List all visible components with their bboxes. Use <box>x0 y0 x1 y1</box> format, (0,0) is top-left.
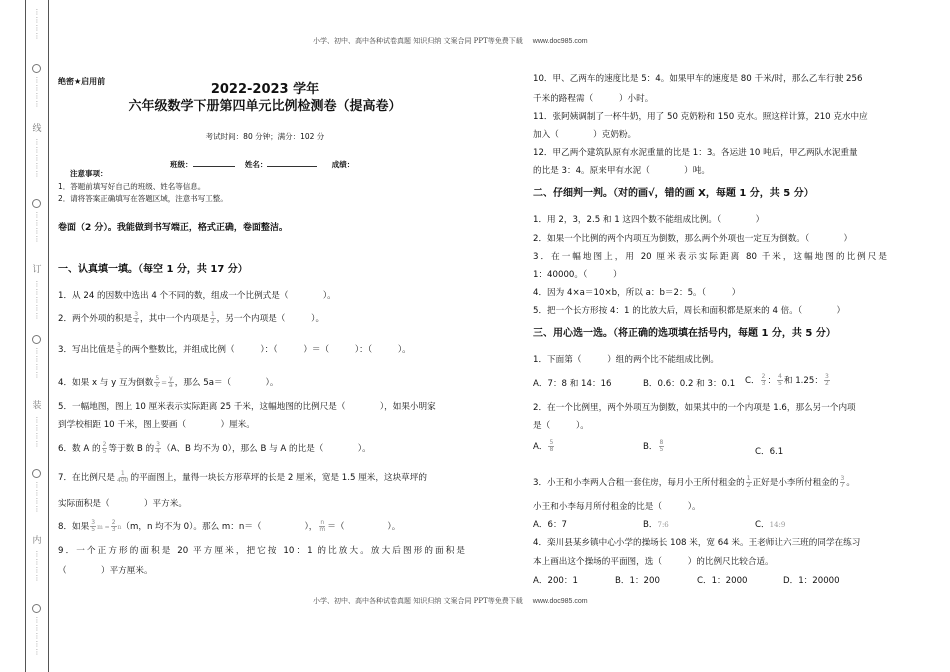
fraction <box>168 376 174 389</box>
binding-dots: ⋮ ⋮ ⋮ ⋮ ⋮ <box>33 616 41 656</box>
binding-circle <box>32 469 41 478</box>
fraction <box>548 440 554 453</box>
binding-dots: ⋮ ⋮ ⋮ ⋮ <box>33 8 41 40</box>
numerator: 3 <box>117 342 121 349</box>
fraction <box>840 476 846 489</box>
s1-question-10-line1: 10．甲、乙两车的速度比是 5：4。如果甲车的速度是 80 千米/时，那么乙车行驶 256 <box>533 74 863 84</box>
s3-question-2-line1: 2．在一个比例里，两个外项互为倒数，如果其中的一个内项是 1.6，那么另一个内项 <box>533 403 856 413</box>
q-text: 的平面图上，量得一块长方形草坪的长是 2 厘米，宽是 1.5 厘米，这块草坪的 <box>130 473 427 483</box>
s1-question-12-line1: 12．甲乙两个建筑队原有水泥重量的比是 1：3。各运进 10 吨后，甲乙两队水泥重量 <box>533 148 858 158</box>
exam-info: 考试时间：80 分钟；满分：102 分 <box>205 132 325 141</box>
q-text: 3．在一幅地图上，用 20 厘米表示实际距离 80 千米，这幅地图的比例尺是 <box>533 252 887 262</box>
s2-question-4: 4．因为 4×a＝10×b，所以 a：b＝2：5。（ ） <box>533 288 741 298</box>
q-text: 2．两个外项的积是 <box>58 314 133 324</box>
s1-question-8 <box>58 520 400 534</box>
s2-question-2: 2．如果一个比例的两个内项互为倒数，那么两个外项也一定互为倒数。（ ） <box>533 234 853 244</box>
section2-title: 二、仔细判一判。（对的画√，错的画 X，每题 1 分，共 5 分） <box>533 188 814 199</box>
numerator: y <box>169 375 173 382</box>
numerator: 3 <box>824 373 829 380</box>
numerator: n <box>320 519 325 526</box>
footer-watermark <box>313 596 588 606</box>
s1-question-12-line2: 的比是 3：4。原来甲有水泥（ ）吨。 <box>533 166 710 176</box>
q-text: 3．小王和小李两人合租一套住房，每月小王所付租金的 <box>533 478 745 488</box>
s3-q4-option-a: A．200：1 <box>533 576 578 586</box>
s1-question-11-line1: 11．张阿姨调制了一杯牛奶，用了 50 克奶粉和 150 克水。照这样计算，210 克水中应 <box>533 112 868 122</box>
watermark-text: 小学、初中、高中各种试卷真题 知识归纳 文案合同 PPT等免费下载 <box>313 37 523 45</box>
s2-question-5: 5．把一个长方形按 4：1 的比放大后，周长和面积都是原来的 4 倍。（ ） <box>533 306 846 316</box>
q-text: 6．数 A 的 <box>58 444 101 454</box>
binding-mark-inner: 内 <box>32 536 42 546</box>
s3-question-2-line2: 是（ ）。 <box>533 421 589 431</box>
s3-q3-option-b <box>643 519 669 531</box>
s3-q4-option-c: C．1：2000 <box>697 576 748 586</box>
page-title: 六年级数学下册第四单元比例检测卷（提高卷） <box>128 99 402 114</box>
numerator: 3 <box>156 441 160 448</box>
binding-mark-bind: 订 <box>32 265 42 275</box>
s1-question-7-line1 <box>58 471 427 484</box>
option-label: C． <box>755 520 770 530</box>
option-text: 和 1.25： <box>783 376 823 386</box>
fraction <box>154 376 160 389</box>
q-text: 4．如果 x 与 y 互为倒数 <box>58 378 154 388</box>
s1-question-2 <box>58 312 324 325</box>
option-label: B． <box>643 520 658 530</box>
s2-question-1: 1．用 2，3，2.5 和 1 这四个数不能组成比例。（ ） <box>533 215 765 225</box>
section1-title: 一、认真填一填。（每空 1 分，共 17 分） <box>58 264 248 275</box>
s3-q1-option-b: B．0.6：0.2 和 3：0.1 <box>643 379 736 389</box>
denominator: 5 <box>91 526 96 533</box>
denominator: 4 <box>134 318 139 325</box>
binding-circle <box>32 64 41 73</box>
binding-margin <box>0 0 50 672</box>
s1-question-11-line2: 加入（ ）克奶粉。 <box>533 130 637 140</box>
s1-question-5-line2: 到学校相距 10 千米，图上要画（ ）厘米。 <box>58 420 255 430</box>
option-value: 14:9 <box>769 521 786 529</box>
numerator: 1 <box>746 475 751 482</box>
binding-dots: ⋮ ⋮ ⋮ ⋮ <box>33 481 41 513</box>
class-field[interactable] <box>193 157 235 167</box>
header-watermark <box>313 36 588 46</box>
q-text: 等于数 B 的 <box>108 444 155 454</box>
denominator: x <box>155 382 160 389</box>
s3-q1-option-c <box>745 374 831 387</box>
s3-q2-option-c: C．6.1 <box>755 447 784 457</box>
section3-title: 三、用心选一选。（将正确的选项填在括号内，每题 1 分，共 5 分） <box>533 328 836 339</box>
s2-question-3-line2: 1：40000。（ ） <box>533 270 622 280</box>
notes-title: 注意事项： <box>70 169 108 178</box>
binding-mark-pack: 装 <box>32 401 42 411</box>
numerator: 2 <box>761 373 766 380</box>
fraction <box>318 520 326 533</box>
numerator: 3 <box>134 311 139 318</box>
score-label: 成绩： <box>331 160 355 169</box>
numerator: 4 <box>778 373 782 380</box>
numerator: 1 <box>120 470 125 477</box>
option-label: B． <box>643 442 658 452</box>
s1-question-9-line1 <box>58 545 465 557</box>
denominator: 5 <box>659 446 664 453</box>
s3-question-1: 1．下面第（ ）组的两个比不能组成比例。 <box>533 355 719 365</box>
q-text: 9．一个正方形的面积是 20 平方厘米，把它按 10：1 的比放大。放大后图形的面积是 <box>58 546 465 556</box>
fraction <box>111 520 117 533</box>
binding-dots: ⋮ ⋮ ⋮ ⋮ <box>33 76 41 108</box>
q-text: （A、B 均不为 0），那么 B 与 A 的比是（ ）。 <box>161 444 371 454</box>
var-m: m = <box>97 524 110 531</box>
neatness-statement: 卷面（2 分）。我能做到书写端正，格式正确，卷面整洁。 <box>58 223 288 233</box>
denominator: 3 <box>111 526 116 533</box>
s3-q1-option-a: A．7：8 和 14：16 <box>533 379 612 389</box>
s1-question-6 <box>58 442 371 455</box>
numerator: 3 <box>91 519 96 526</box>
confidential-label: 绝密★启用前 <box>58 77 106 86</box>
note-item: 1．答题前填写好自己的班级、姓名等信息。 <box>58 182 206 191</box>
q-text: ＝（ ）。 <box>327 522 401 532</box>
s2-question-3-line1 <box>533 251 887 263</box>
option-label: A． <box>533 442 548 452</box>
denominator: 8 <box>549 446 554 453</box>
s1-question-10-line2: 千米的路程需（ ）小时。 <box>533 94 654 104</box>
q-text: （m，n 均不为 0）。那么 m：n＝（ ）， <box>121 522 318 532</box>
binding-dots: ⋮ ⋮ ⋮ ⋮ <box>33 211 41 243</box>
binding-circle <box>32 604 41 613</box>
student-info-row <box>170 157 354 171</box>
numerator: 3 <box>840 475 845 482</box>
binding-dots: ⋮ ⋮ ⋮ ⋮ ⋮ <box>33 280 41 320</box>
numerator: 1 <box>210 311 215 318</box>
denominator: 4 <box>156 448 160 455</box>
q-text: ，另一个内项是（ ）。 <box>216 314 325 324</box>
s1-question-4 <box>58 376 278 389</box>
note-item: 2．请将答案正确填写在答题区域，注意书写工整。 <box>58 194 228 203</box>
q-text: 。 <box>846 478 855 488</box>
binding-line-outer <box>25 0 26 672</box>
q-text: ，其中一个内项是 <box>140 314 209 324</box>
class-label: 班级： <box>170 160 193 169</box>
denominator: 2 <box>746 482 751 489</box>
binding-dots: ⋮ ⋮ ⋮ ⋮ <box>33 550 41 582</box>
binding-dots: ⋮ ⋮ ⋮ ⋮ <box>33 416 41 448</box>
numerator: 2 <box>102 441 107 448</box>
numerator: 5 <box>549 439 554 446</box>
binding-dots: ⋮ ⋮ ⋮ ⋮ <box>33 347 41 379</box>
q-text: 7．在比例尺是 <box>58 473 116 483</box>
denominator: 2 <box>824 380 829 387</box>
q-text: 8．如果 <box>58 522 90 532</box>
binding-circle <box>32 335 41 344</box>
var-n: n <box>117 524 122 531</box>
q-text: ，那么 5a＝（ ）。 <box>174 378 279 388</box>
watermark-url: www.doc985.com <box>532 598 588 605</box>
denominator: 7 <box>840 482 845 489</box>
s3-q3-option-c <box>755 519 785 531</box>
s3-question-3-line2: 小王和小李每月所付租金的比是（ ）。 <box>533 502 701 512</box>
binding-circle <box>32 199 41 208</box>
name-field[interactable] <box>267 157 317 167</box>
s1-question-5-line1: 5．一幅地图，图上 10 厘米表示实际距离 25 千米，这幅地图的比例尺是（ ），如果小明家 <box>58 402 436 412</box>
q-text: 的两个整数比，并组成比例（ ）：（ ）＝（ ）：（ ）。 <box>122 345 411 355</box>
s3-q4-option-b: B．1：200 <box>615 576 660 586</box>
option-label: C． <box>745 376 760 386</box>
s3-q3-option-a: A．6：7 <box>533 520 568 530</box>
s1-question-3 <box>58 343 411 356</box>
school-year: 2022-2023 学年 <box>210 82 320 97</box>
fraction <box>116 471 129 484</box>
fraction <box>155 442 161 455</box>
binding-line-inner <box>48 0 49 672</box>
s3-question-3-line1 <box>533 476 855 489</box>
denominator: 2 <box>210 318 215 325</box>
binding-dots: ⋮ ⋮ ⋮ ⋮ ⋮ <box>33 138 41 178</box>
name-label: 姓名： <box>244 160 268 169</box>
denominator: m <box>319 526 326 533</box>
denominator: 3 <box>761 380 766 387</box>
numerator: 8 <box>659 439 664 446</box>
s1-question-7-line2: 实际面积是（ ）平方米。 <box>58 499 187 509</box>
s3-q2-option-a <box>533 440 555 453</box>
s3-question-4-line2: 本上画出这个操场的平面图，选（ ）的比例尺比较合适。 <box>533 557 774 567</box>
q-text: 3．写出比值是 <box>58 345 116 355</box>
s3-q2-option-b <box>643 440 665 453</box>
binding-mark-line: 线 <box>32 124 42 134</box>
colon: ： <box>767 376 777 386</box>
fraction <box>659 440 665 453</box>
s1-question-9-line2: （ ）平方厘米。 <box>58 566 153 576</box>
fraction <box>90 520 96 533</box>
watermark-url: www.doc985.com <box>532 38 588 45</box>
denominator: 400 <box>117 477 129 484</box>
denominator: 5 <box>778 380 782 387</box>
fraction <box>777 374 783 387</box>
fraction <box>210 312 216 325</box>
fraction <box>761 374 767 387</box>
watermark-text: 小学、初中、高中各种试卷真题 知识归纳 文案合同 PPT等免费下载 <box>313 597 523 605</box>
fraction <box>116 343 122 356</box>
fraction <box>746 476 752 489</box>
denominator: 5 <box>117 349 121 356</box>
s3-q4-option-d: D．1：20000 <box>783 576 840 586</box>
numerator: 2 <box>111 519 116 526</box>
s3-question-4-line1: 4．栾川县某乡镇中心小学的操场长 108 米，宽 64 米。王老师让六三班的同学在练习 <box>533 538 861 548</box>
denominator: a <box>169 382 173 389</box>
equals-sign: = <box>161 379 168 387</box>
option-value: 7:6 <box>657 521 669 529</box>
q-text: 正好是小李所付租金的 <box>752 478 839 488</box>
numerator: 5 <box>155 375 160 382</box>
fraction <box>133 312 139 325</box>
denominator: 5 <box>102 448 107 455</box>
s1-question-1: 1．从 24 的因数中选出 4 个不同的数，组成一个比例式是（ ）。 <box>58 291 336 301</box>
fraction <box>102 442 108 455</box>
fraction <box>824 374 830 387</box>
